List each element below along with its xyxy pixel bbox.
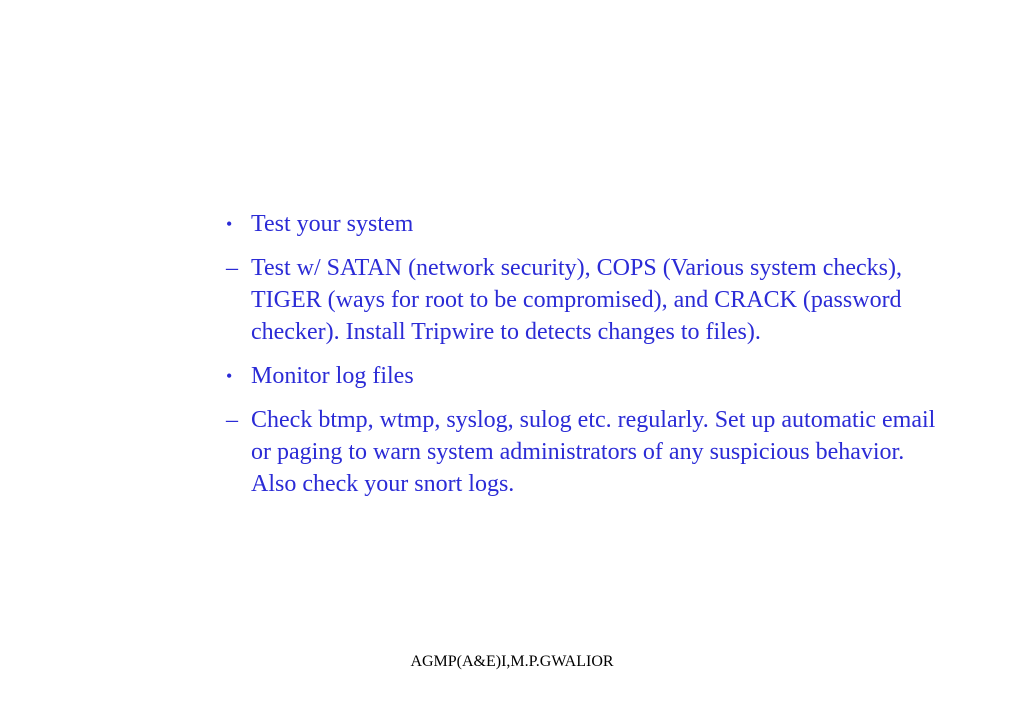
list-item-bullet [224, 208, 954, 240]
list-item-dash [224, 404, 954, 500]
dash-text: Test w/ SATAN (network security), COPS (Various system checks), TIGER (ways for root to be compromised), and CRACK (password checker). Install Tripwire to detects changes to files). [251, 255, 902, 345]
list-item-dash [224, 252, 954, 348]
bullet-marker: • [226, 214, 233, 234]
bullet-text: Monitor log files [251, 363, 414, 389]
dash-text: Check btmp, wtmp, syslog, sulog etc. regularly. Set up automatic email or paging to warn system administrators of any suspicious behavior. Also check your snort logs. [251, 407, 936, 497]
bullet-marker: • [226, 366, 233, 386]
list-item-bullet [224, 360, 954, 392]
slide-footer: AGMP(A&E)I,M.P.GWALIOR [410, 653, 614, 670]
dash-marker: – [226, 255, 238, 281]
slide-content [224, 208, 954, 512]
bullet-text: Test your system [251, 211, 414, 237]
dash-marker: – [226, 407, 238, 433]
